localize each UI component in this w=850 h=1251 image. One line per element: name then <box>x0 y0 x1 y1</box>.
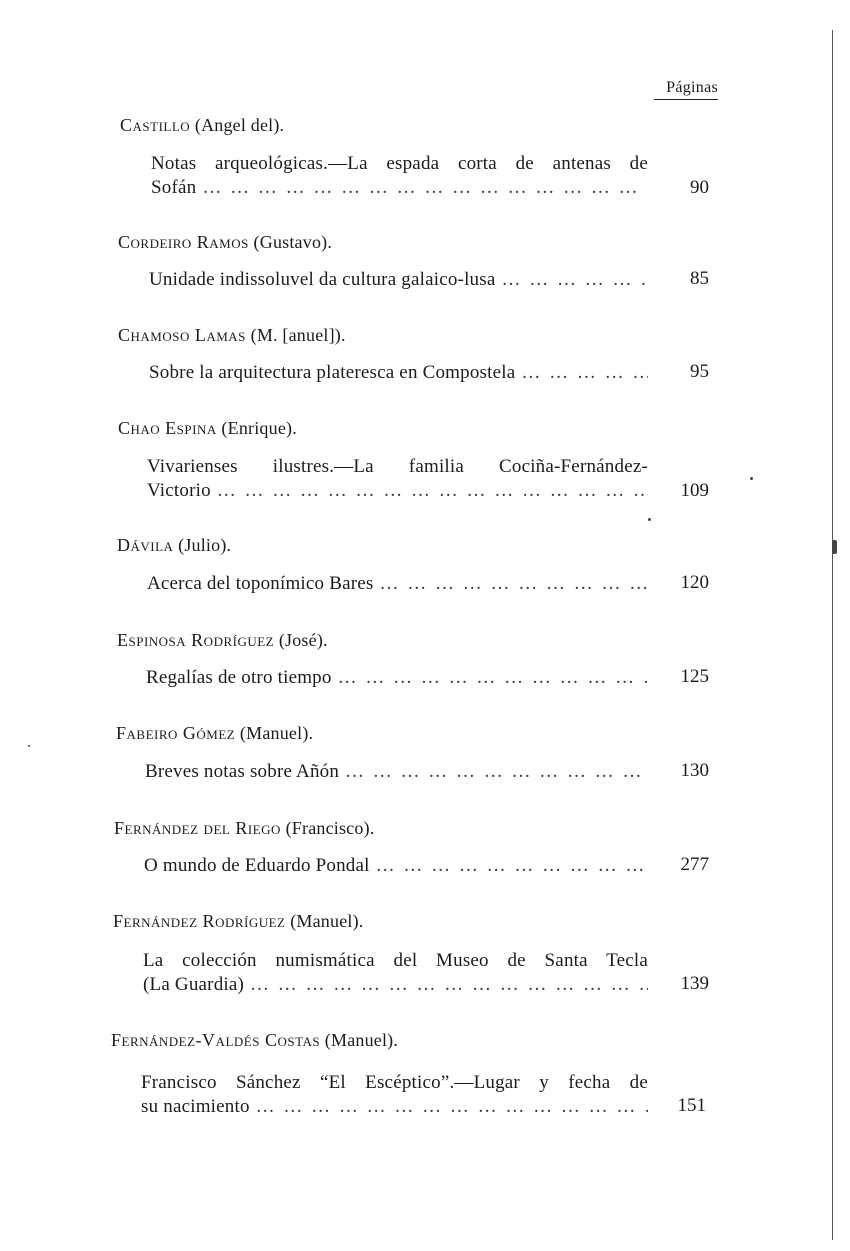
author-given: (Angel del). <box>190 115 285 135</box>
entry-title <box>147 572 648 596</box>
author-name <box>116 723 313 744</box>
author-given: (M. [anuel]). <box>245 325 346 345</box>
page-number: 130 <box>680 760 709 781</box>
entry-title-end: O mundo de Eduardo Pondal <box>144 855 370 876</box>
author-name <box>120 115 284 136</box>
dot-leader <box>379 572 648 596</box>
author-name <box>113 911 363 932</box>
author-surname: Fernández-Valdés Costas <box>111 1030 321 1050</box>
entry-title-end: Acerca del toponímico Bares <box>147 573 374 594</box>
author-name <box>117 630 328 651</box>
page-number: 109 <box>680 480 709 501</box>
author-surname: Fernández Rodríguez <box>113 911 286 931</box>
page-number: 125 <box>680 666 709 687</box>
author-given: (Enrique). <box>216 418 297 438</box>
scan-speck <box>28 745 30 747</box>
author-given: (Gustavo). <box>248 232 333 252</box>
author-surname: Dávila <box>117 535 174 555</box>
entry-title-end: Sofán <box>151 177 197 198</box>
author-name <box>118 232 332 253</box>
dot-leader <box>501 268 648 292</box>
entry-title-end: Regalías de otro tiempo <box>146 667 332 688</box>
entry-title-end: Unidade indissoluvel da cultura galaico-lusa <box>149 269 496 290</box>
entry-title-end: Victorio <box>147 480 211 501</box>
author-surname: Chamoso Lamas <box>118 325 246 345</box>
author-given: (Francisco). <box>280 818 375 838</box>
dot-leader <box>521 361 648 385</box>
author-surname: Fabeiro Gómez <box>116 723 236 743</box>
entry-title-line: Notas arqueológicas.—La espada corta de antenas de <box>151 153 648 174</box>
dot-leader <box>338 666 648 690</box>
page-number: 277 <box>680 854 709 875</box>
page-number: 151 <box>677 1095 706 1116</box>
author-name <box>117 535 231 556</box>
author-given: (José). <box>274 630 328 650</box>
page-number: 120 <box>680 572 709 593</box>
entry-title-line: Francisco Sánchez “El Escéptico”.—Lugar y fecha de <box>141 1072 648 1093</box>
author-surname: Castillo <box>120 115 191 135</box>
entry-title <box>149 361 648 385</box>
entry-title <box>141 1071 648 1119</box>
entry-title-end: Sobre la arquitectura plateresca en Compostela <box>149 362 516 383</box>
page-number: 85 <box>690 268 709 289</box>
page-number: 95 <box>690 361 709 382</box>
page-number: 139 <box>680 973 709 994</box>
author-surname: Cordeiro Ramos <box>118 232 249 252</box>
entry-title <box>147 455 648 503</box>
author-surname: Espinosa Rodríguez <box>117 630 275 650</box>
entry-title-end: su nacimiento <box>141 1096 250 1117</box>
entry-title <box>144 854 648 878</box>
dot-leader <box>217 479 648 503</box>
entry-title <box>149 268 648 292</box>
scan-speck <box>750 477 753 480</box>
dot-leader <box>250 973 648 997</box>
scan-margin-line <box>832 30 833 1240</box>
author-surname: Chao Espina <box>118 418 217 438</box>
entry-title-line: Vivarienses ilustres.—La familia Cociña-Fernández- <box>147 456 648 477</box>
author-name <box>114 818 374 839</box>
author-name <box>111 1030 398 1051</box>
entry-title-end: Breves notas sobre Añón <box>145 761 340 782</box>
author-name <box>118 418 297 439</box>
entry-title-line: La colección numismática del Museo de Santa Tecla <box>143 950 648 971</box>
author-name <box>118 325 346 346</box>
author-surname: Fernández del Riego <box>114 818 281 838</box>
entry-title <box>151 152 648 200</box>
page-number: 90 <box>690 177 709 198</box>
author-given: (Julio). <box>173 535 232 555</box>
dot-leader <box>345 760 648 784</box>
author-given: (Manuel). <box>320 1030 399 1050</box>
author-given: (Manuel). <box>285 911 364 931</box>
scan-speck <box>648 518 651 521</box>
entry-title <box>145 760 648 784</box>
dot-leader <box>376 854 648 878</box>
entry-title <box>146 666 648 690</box>
scan-speck <box>832 540 837 554</box>
paginas-header: Páginas <box>654 79 718 100</box>
dot-leader <box>256 1095 648 1119</box>
entry-title <box>143 949 648 997</box>
dot-leader <box>202 176 648 200</box>
entry-title-end: (La Guardia) <box>143 974 245 995</box>
author-given: (Manuel). <box>235 723 314 743</box>
